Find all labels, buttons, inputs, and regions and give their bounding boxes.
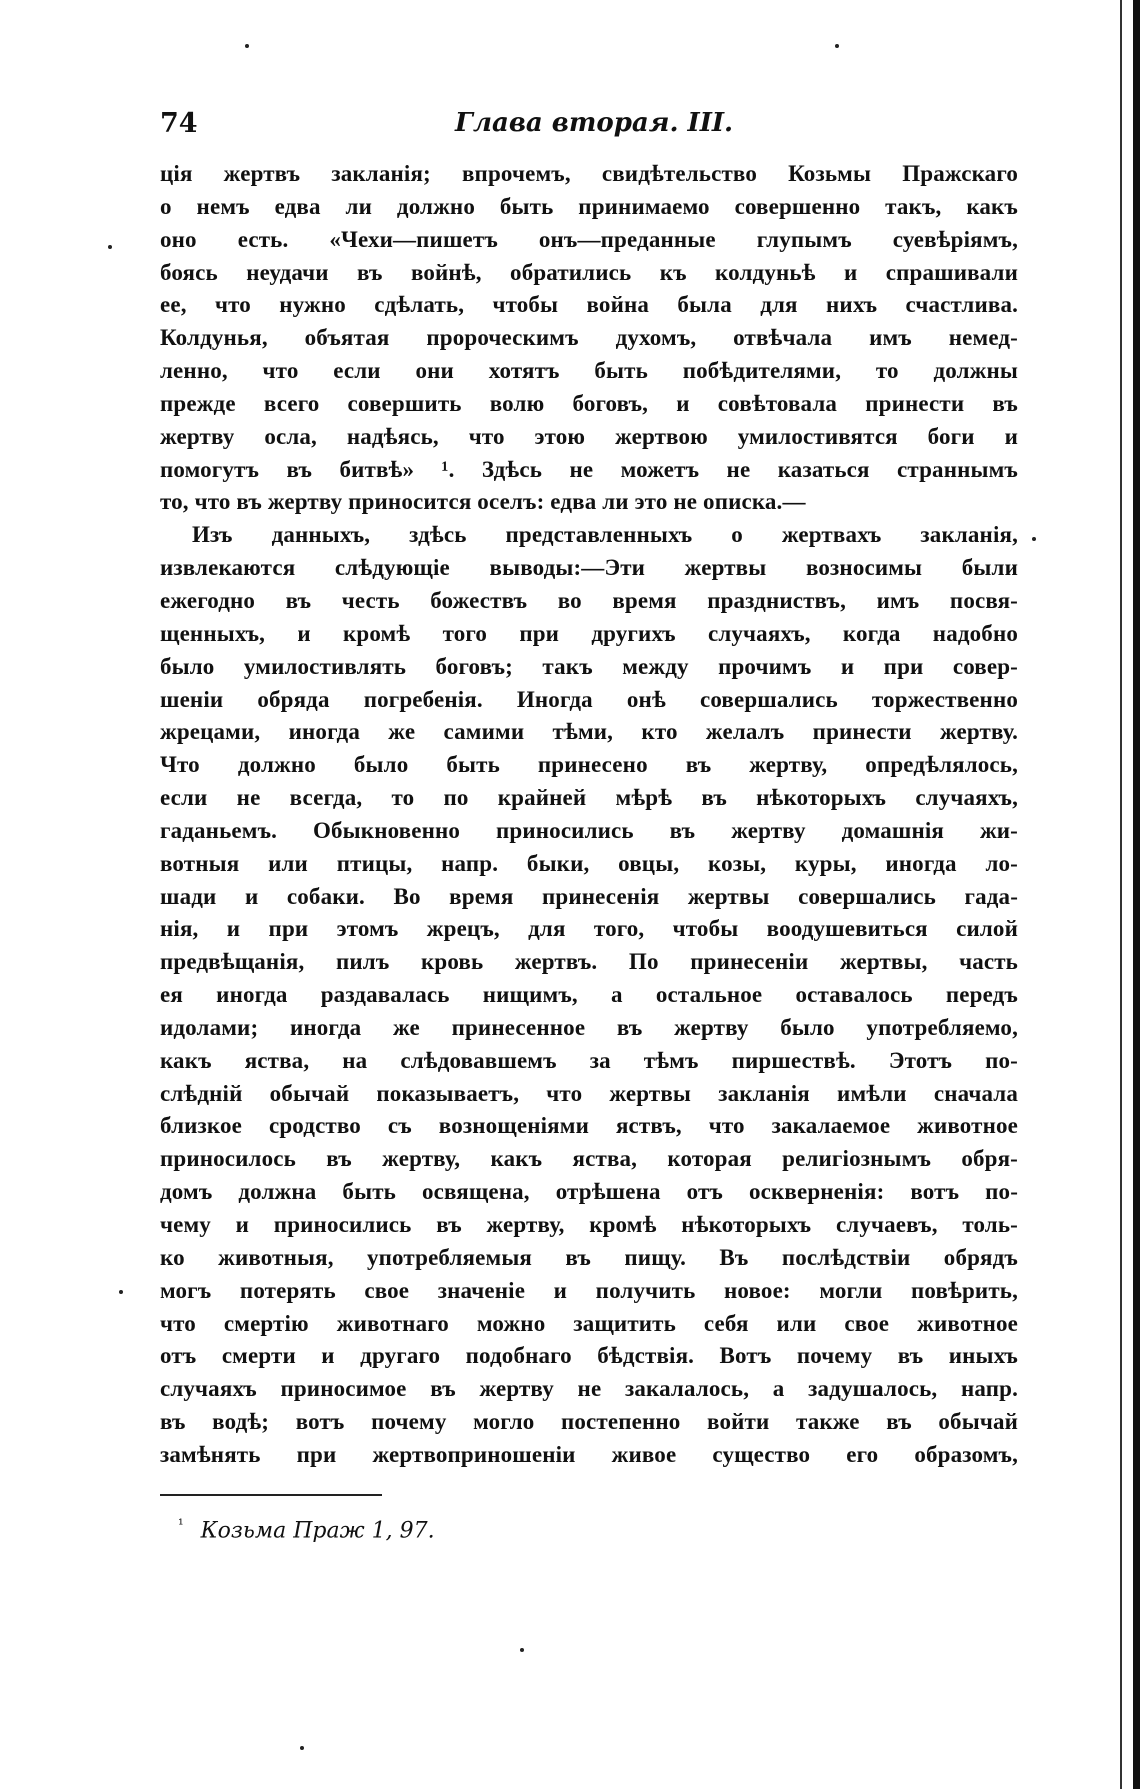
text-line: ее, что нужно сдѣлать, чтобы война была для нихъ счастлива.	[160, 292, 1018, 318]
page-edge-line	[1120, 0, 1122, 1789]
text-line: прежде всего совершить волю боговъ, и совѣтовала принести въ	[160, 390, 1018, 416]
text-line: чему и приносились въ жертву, кромѣ нѣкоторыхъ случаевъ, толь-	[160, 1212, 1018, 1237]
text-line: домъ должна быть освящена, отрѣшена отъ оскверненія: вотъ по-	[160, 1179, 1018, 1205]
text-line: помогутъ въ битвѣ» ¹. Здѣсь не можетъ не казаться страннымъ	[160, 456, 1018, 482]
text-line: предвѣщанія, пилъ кровь жертвъ. По принесеніи жертвы, часть	[160, 949, 1018, 975]
text-line: случаяхъ приносимое въ жертву не закалалось, а задушалось, напр.	[160, 1376, 1018, 1402]
text-line: близкое сродство съ вознощеніями яствъ, что закалаемое животное	[160, 1113, 1018, 1139]
text-line: отъ смерти и другаго подобнаго бѣдствія. Вотъ почему въ иныхъ	[160, 1343, 1018, 1369]
scan-speck	[108, 245, 112, 249]
footnote-marker: ¹	[178, 1517, 184, 1533]
text-line: то, что въ жертву приносится оселъ: едва ли это не описка.—	[160, 489, 806, 515]
scan-speck	[1032, 537, 1036, 541]
text-line: жертву осла, надѣясь, что этою жертвою умилостивятся боги и	[160, 423, 1018, 449]
text-line: какъ яства, на слѣдовавшемъ за тѣмъ пиршествѣ. Этотъ по-	[160, 1047, 1018, 1073]
text-line: Что должно было быть принесено въ жертву, опредѣлялось,	[160, 752, 1018, 778]
text-line: боясь неудачи въ войнѣ, обратились къ колдуньѣ и спрашивали	[160, 259, 1018, 285]
running-head: Глава вторая. III.	[455, 108, 734, 138]
text-line: слѣдній обычай показываетъ, что жертвы закланія имѣли сначала	[160, 1080, 1018, 1106]
text-line: Изъ данныхъ, здѣсь представленныхъ о жертвахъ закланія,	[192, 522, 1018, 548]
text-line: Колдунья, объятая пророческимъ духомъ, отвѣчала имъ немед-	[160, 325, 1018, 351]
footnote-divider	[160, 1494, 382, 1496]
text-line: ленно, что если они хотятъ быть побѣдителями, то должны	[160, 358, 1018, 384]
body-text	[160, 158, 1018, 1472]
text-line: щенныхъ, и кромѣ того при другихъ случаяхъ, когда надобно	[160, 620, 1018, 646]
text-line: ежегодно въ честь божествъ во время праздниствъ, имъ посвя-	[160, 587, 1018, 613]
scan-speck	[119, 1290, 123, 1294]
text-line: въ водѣ; вотъ почему могло постепенно войти также въ обычай	[160, 1409, 1018, 1435]
text-line: шади и собаки. Во время принесенія жертвы совершались гада-	[160, 883, 1018, 909]
scan-speck	[835, 44, 839, 48]
text-line: ея иногда раздавалась нищимъ, а остальное оставалось передъ	[160, 982, 1018, 1008]
footnote	[178, 1517, 435, 1543]
page-header	[160, 108, 940, 148]
text-line: если не всегда, то по крайней мѣрѣ въ нѣкоторыхъ случаяхъ,	[160, 785, 1018, 811]
scan-speck	[245, 44, 249, 48]
text-line: было умилостивлять боговъ; такъ между прочимъ и при совер-	[160, 653, 1018, 679]
text-line: вотныя или птицы, напр. быки, овцы, козы, куры, иногда ло-	[160, 850, 1018, 876]
text-line: извлекаются слѣдующіе выводы:—Эти жертвы возносимы были	[160, 555, 1018, 581]
scan-speck	[520, 1648, 524, 1652]
text-line: идолами; иногда же принесенное въ жертву было употребляемо,	[160, 1014, 1018, 1040]
text-line: замѣнять при жертвоприношеніи живое существо его образомъ,	[160, 1441, 1018, 1467]
text-line: могъ потерять свое значеніе и получить новое: могли повѣрить,	[160, 1277, 1018, 1303]
text-line: оно есть. «Чехи—пишетъ онъ—преданные глупымъ суевѣріямъ,	[160, 226, 1018, 252]
text-line: о немъ едва ли должно быть принимаемо совершенно такъ, какъ	[160, 193, 1018, 219]
text-line: гаданьемъ. Обыкновенно приносились въ жертву домашнія жи-	[160, 817, 1018, 843]
scan-speck	[300, 1746, 304, 1750]
text-line: ція жертвъ закланія; впрочемъ, свидѣтельство Козьмы Пражскаго	[160, 161, 1018, 186]
text-line: шеніи обряда погребенія. Иногда онѣ совершались торжественно	[160, 686, 1018, 712]
text-line: приносилось въ жертву, какъ яства, которая религіознымъ обря-	[160, 1146, 1018, 1172]
page-edge-shadow	[1133, 0, 1140, 1789]
page-number: 74	[160, 108, 198, 139]
text-line: жрецами, иногда же самими тѣми, кто желалъ принести жертву.	[160, 719, 1018, 745]
footnote-text: Козьма Праж 1, 97.	[200, 1518, 435, 1544]
text-line: нія, и при этомъ жрецъ, для того, чтобы воодушевиться силой	[160, 916, 1018, 942]
text-line: что смертію животнаго можно защитить себя или свое животное	[160, 1310, 1018, 1336]
text-line: ко животныя, употребляемыя въ пищу. Въ послѣдствіи обрядъ	[160, 1244, 1018, 1270]
